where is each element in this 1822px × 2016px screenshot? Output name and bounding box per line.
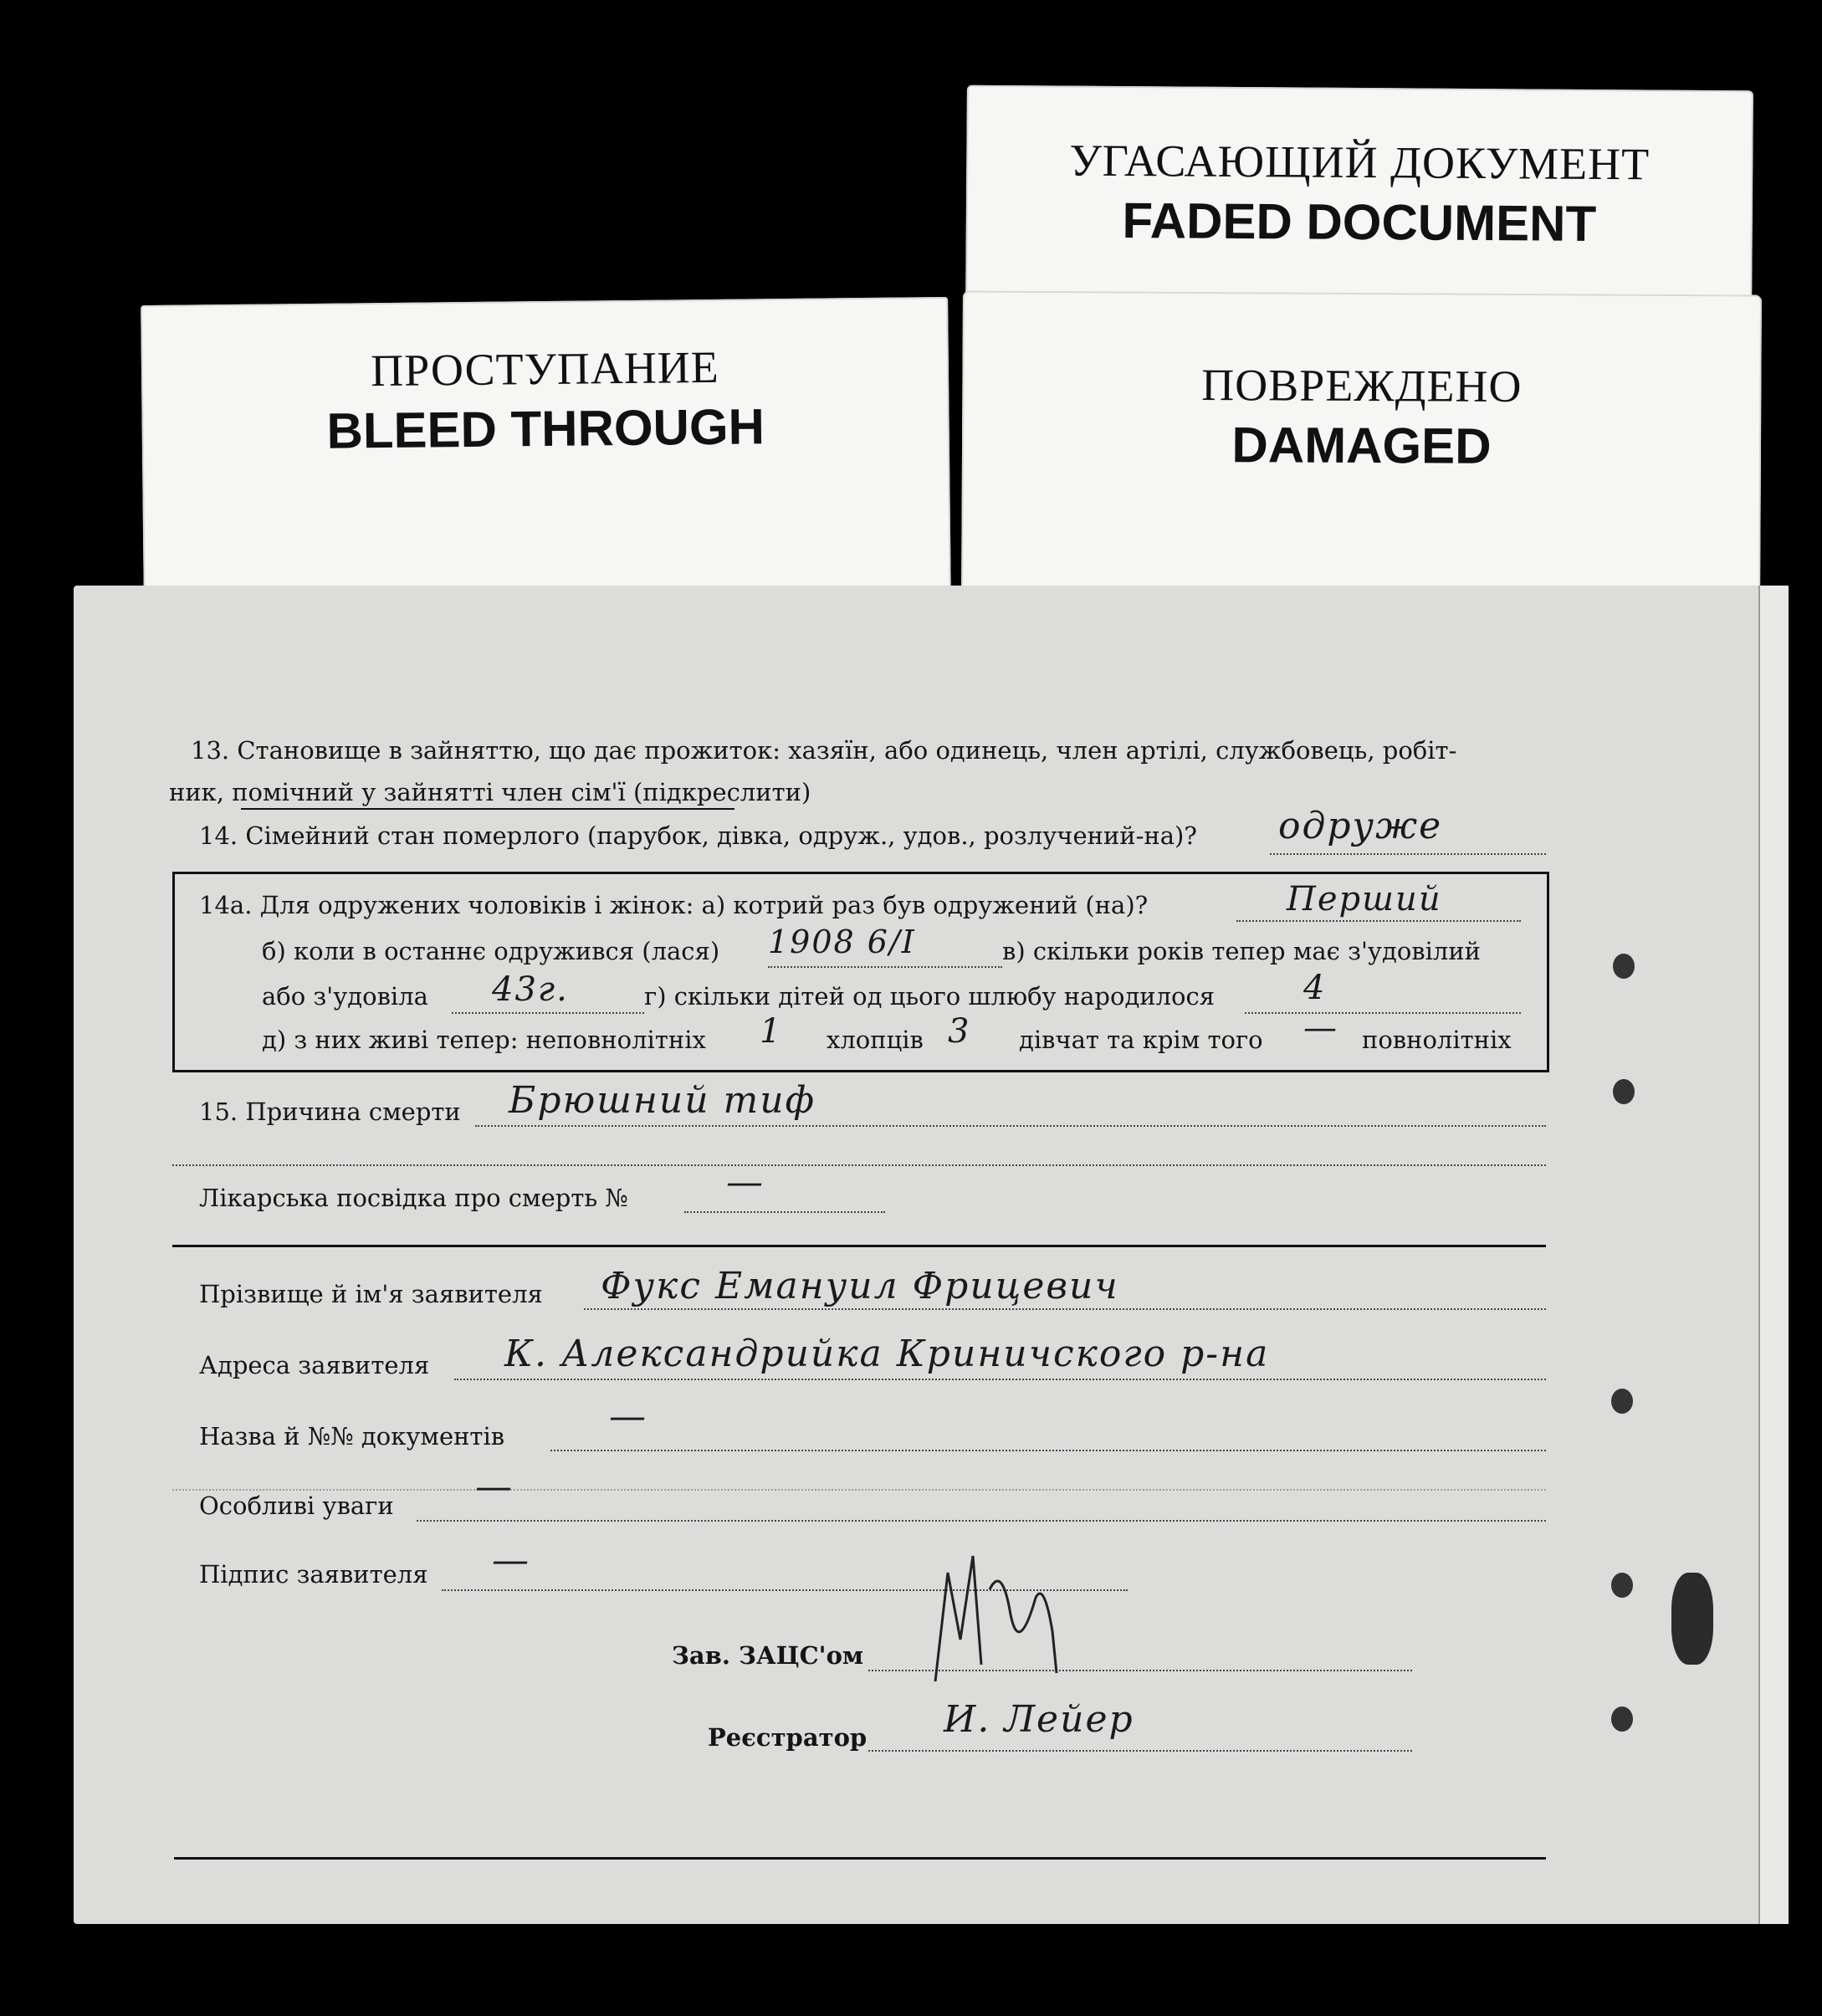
item14a-v-label2: або з'удовіла [262,982,428,1011]
item14a-g-fill-line [1245,1012,1521,1014]
damage-stain [1671,1573,1713,1665]
item13-line2: ник, помічний у зайнятті член сім'ї (підкреслити) [169,778,811,806]
faded-card-russian-label: УГАСАЮЩИЙ ДОКУМЕНТ [1069,135,1651,190]
notes-fill-line [417,1520,1546,1522]
signature-value: — [492,1539,530,1582]
applicant-signature-label: Підпис заявителя [199,1560,428,1589]
item14a-d-boys-label: хлопців [827,1026,924,1054]
item14a-d-boys: 3 [948,1012,971,1051]
item15-second-fill-line [172,1164,1546,1166]
applicant-address-fill-line [454,1379,1546,1380]
head-of-registry-label: Зав. ЗАЦС'ом [672,1641,864,1670]
registrar-value: И. Лейер [944,1698,1134,1741]
item14a-a-fill-line [1236,920,1521,922]
item14-label: 14. Сімейний стан померлого (парубок, дівка, одруж., удов., розлучений-на)? [199,821,1197,850]
bleed-card-english-label: BLEED THROUGH [326,398,765,459]
faded-card-english-label: FADED DOCUMENT [1122,192,1597,252]
applicant-address-value: К. Александрийка Криничского р-на [504,1333,1270,1375]
underline-mark [241,808,734,810]
bleed-card-russian-label: ПРОСТУПАНИЕ [370,341,720,397]
item14a-d-girls-label: дівчат та крім того [1019,1026,1263,1054]
item14a-v-value: 43г. [492,970,569,1009]
registrar-label: Реєстратор [708,1723,867,1752]
documents-fill-line [550,1450,1546,1451]
punch-hole [1611,1573,1633,1598]
item14a-d-adults-label: повнолітніх [1362,1026,1512,1054]
medical-certificate-label: Лікарська посвідка про смерть № [199,1184,628,1212]
item14a-g-value: 4 [1303,969,1327,1007]
item14a-g-label: г) скільки дітей од цього шлюбу народилося [644,982,1216,1011]
head-signature-scribble [910,1539,1077,1698]
applicant-name-value: Фукс Емануил Фрицевич [601,1265,1119,1307]
notes-label: Особливі уваги [199,1492,394,1520]
item15-label: 15. Причина смерти [199,1098,461,1126]
medical-value: — [726,1161,765,1204]
item14-value: одруже [1278,805,1443,847]
item14a-d-adults: — [1303,1009,1338,1047]
faint-rule [172,1489,1546,1491]
item15-fill-line [475,1125,1546,1127]
documents-label: Назва й №№ документів [199,1422,505,1451]
damaged-card [961,291,1762,605]
page-edge [1758,586,1789,1924]
item14a-d-minors: 1 [760,1012,783,1051]
damaged-card-russian-label: ПОВРЕЖДЕНО [1201,359,1523,412]
item14a-d-label: д) з них живі тепер: неповнолітніх [262,1026,706,1054]
bottom-rule [174,1857,1546,1860]
damaged-card-english-label: DAMAGED [1231,417,1492,474]
item14a-a-value: Перший [1287,880,1442,918]
item14a-b-fill-line [768,966,1002,968]
section-divider [172,1245,1546,1247]
punch-hole [1611,1706,1633,1732]
applicant-name-label: Прізвище й ім'я заявителя [199,1280,543,1308]
bleed-through-card [141,297,951,606]
applicant-name-fill-line [584,1308,1546,1310]
item14a-b-label: б) коли в останнє одружився (лася) [262,937,720,965]
applicant-address-label: Адреса заявителя [199,1351,430,1379]
death-record-form [74,586,1789,1924]
item13-line1: 13. Становище в зайняттю, що дає прожиток: хазяїн, або одинець, член артілі, службовець, робіт- [191,736,1457,765]
punch-hole [1613,1079,1635,1104]
item15-value: Брюшний тиф [509,1079,816,1122]
registrar-fill-line [868,1750,1412,1752]
item14a-b-value: 1908 6/I [768,924,916,960]
faded-document-card [965,85,1753,313]
item14a-a-label: 14а. Для одружених чоловіків і жінок: а) котрий раз був одружений (на)? [199,891,1149,919]
punch-hole [1611,1389,1633,1414]
medical-fill-line [684,1211,885,1213]
item14-fill-line [1270,853,1546,855]
item14a-v-fill-line [452,1012,644,1014]
punch-hole [1613,954,1635,979]
notes-value: — [475,1466,514,1508]
documents-value: — [609,1395,647,1438]
item14a-v-label: в) скільки років тепер має з'удовілий [1002,937,1481,965]
